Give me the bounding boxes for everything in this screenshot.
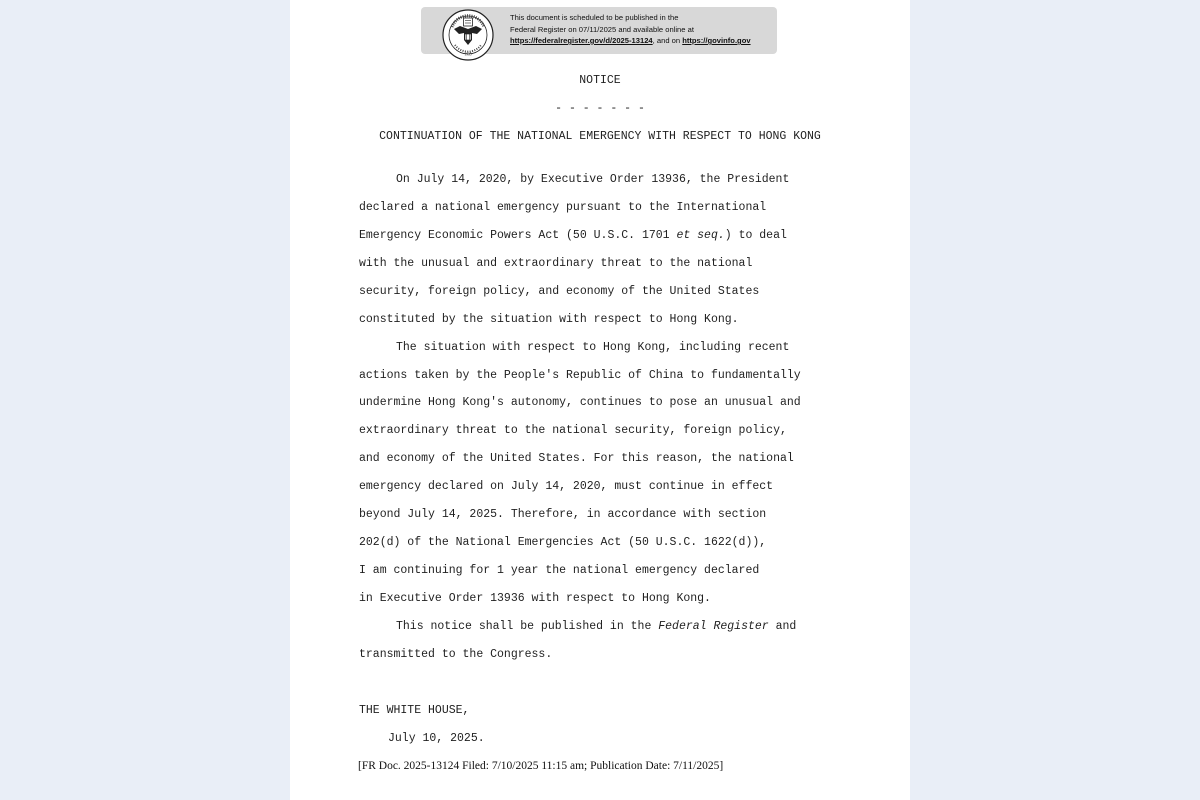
- banner-line-3: [510, 35, 751, 47]
- paragraph3-line-2: transmitted to the Congress.: [359, 648, 553, 661]
- paragraph2-line-9: I am continuing for 1 year the national emergency declared: [359, 564, 760, 577]
- paragraph3-line-1-after: and: [768, 620, 797, 633]
- banner-text: [510, 12, 751, 47]
- document-title: CONTINUATION OF THE NATIONAL EMERGENCY WITH RESPECT TO HONG KONG: [379, 130, 821, 143]
- federal-register-seal-icon: [442, 7, 494, 64]
- paragraph3-line-1-before: This notice shall be published in the: [396, 620, 659, 633]
- paragraph1-line-3-before: Emergency Economic Powers Act (50 U.S.C. 1701: [359, 229, 677, 242]
- paragraph2-line-6: emergency declared on July 14, 2020, must continue in effect: [359, 480, 774, 493]
- paragraph1-line-5: security, foreign policy, and economy of the United States: [359, 285, 760, 298]
- document-page: [290, 0, 910, 800]
- paragraph2-line-7: beyond July 14, 2025. Therefore, in accordance with section: [359, 508, 767, 521]
- signature-place: THE WHITE HOUSE,: [359, 704, 470, 717]
- paragraph1-line-4: with the unusual and extraordinary threat to the national: [359, 257, 753, 270]
- paragraph2-line-8: 202(d) of the National Emergencies Act (50 U.S.C. 1622(d)),: [359, 536, 767, 549]
- paragraph1-line-6: constituted by the situation with respect to Hong Kong.: [359, 313, 739, 326]
- paragraph3-line-1: [396, 620, 796, 633]
- paragraph2-line-5: and economy of the United States. For this reason, the national: [359, 452, 794, 465]
- paragraph2-line-4: extraordinary threat to the national security, foreign policy,: [359, 424, 787, 437]
- paragraph2-line-1: The situation with respect to Hong Kong, including recent: [396, 341, 790, 354]
- publication-banner: [421, 7, 777, 57]
- heading-separator: - - - - - - -: [555, 102, 645, 115]
- paragraph1-line-3: [359, 229, 787, 242]
- paragraph1-line-3-after: ) to deal: [724, 229, 787, 242]
- seal-year: 1935: [464, 52, 472, 57]
- paragraph2-line-2: actions taken by the People's Republic of China to fundamentally: [359, 369, 801, 382]
- signature-date: July 10, 2025.: [388, 732, 485, 745]
- federalregister-link[interactable]: https://federalregister.gov/d/2025-13124: [510, 36, 653, 45]
- paragraph1-line-1: On July 14, 2020, by Executive Order 13936, the President: [396, 173, 790, 186]
- paragraph1-line-2: declared a national emergency pursuant to the International: [359, 201, 767, 214]
- paragraph2-line-10: in Executive Order 13936 with respect to Hong Kong.: [359, 592, 711, 605]
- notice-heading: NOTICE: [579, 74, 621, 87]
- govinfo-link[interactable]: https://govinfo.gov: [682, 36, 751, 45]
- banner-link-join: , and on: [652, 36, 683, 45]
- fr-doc-footer: [FR Doc. 2025-13124 Filed: 7/10/2025 11:15 am; Publication Date: 7/11/2025]: [358, 760, 724, 772]
- banner-line-2: Federal Register on 07/11/2025 and available online at: [510, 24, 694, 34]
- banner-line-1: This document is scheduled to be published in the: [510, 13, 679, 22]
- paragraph2-line-3: undermine Hong Kong's autonomy, continues to pose an unusual and: [359, 396, 801, 409]
- et-seq-italic: et seq.: [676, 229, 725, 242]
- federal-register-italic: Federal Register: [658, 620, 769, 633]
